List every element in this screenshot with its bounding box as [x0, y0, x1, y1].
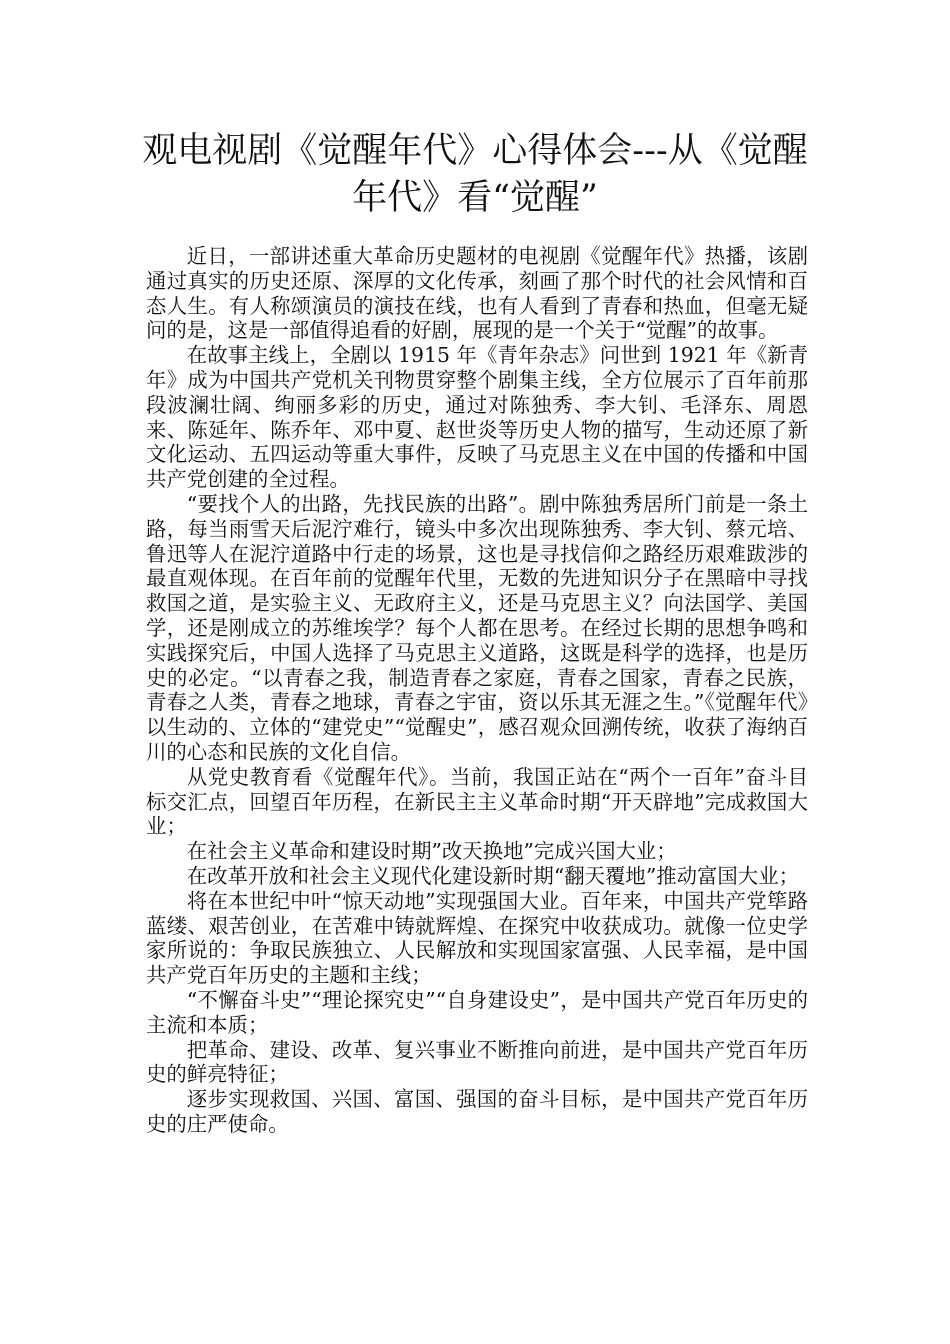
body-paragraph: 把革命、建设、改革、复兴事业不断推向前进，是中国共产党百年历史的鲜亮特征； [146, 1037, 808, 1087]
body-paragraph: “要找个人的出路，先找民族的出路”。剧中陈独秀居所门前是一条土路，每当雨雪天后泥泞难行，镜头中多次出现陈独秀、李大钊、蔡元培、鲁迅等人在泥泞道路中行走的场景，这也是寻找信仰之路经历艰难跋涉的最直观体现。在百年前的觉醒年代里，无数的先进知识分子在黑暗中寻找救国之道，是实验主义、无政府主义，还是马克思主义？向法国学、美国学，还是刚成立的苏维埃学？每个人都在思考。在经过长期的思想争鸣和实践探究后，中国人选择了马克思主义道路，这既是科学的选择，也是历史的必定。“以青春之我，制造青春之家庭，青春之国家，青春之民族，青春之人类，青春之地球，青春之宇宙，资以乐其无涯之生。”《觉醒年代》以生动的、立体的“建党史”“觉醒史”，感召观众回溯传统，收获了海纳百川的心态和民族的文化自信。 [146, 491, 808, 764]
body-paragraph: 逐步实现救国、兴国、富国、强国的奋斗目标，是中国共产党百年历史的庄严使命。 [146, 1087, 808, 1136]
document-body [146, 244, 808, 1137]
body-paragraph: 在改革开放和社会主义现代化建设新时期“翻天覆地”推动富国大业； [186, 863, 799, 888]
body-paragraph: 将在本世纪中叶“惊天动地”实现强国大业。百年来，中国共产党筚路蓝缕、艰苦创业，在苦难中铸就辉煌、在探究中收获成功。就像一位史学家所说的：争取民族独立、人民解放和实现国家富强、人民幸福，是中国共产党百年历史的主题和主线； [146, 888, 808, 988]
document-title: 观电视剧《觉醒年代》心得体会---从《觉醒年代》看“觉醒” [142, 131, 808, 218]
body-paragraph: 在社会主义革命和建设时期”改天换地”完成兴国大业； [186, 839, 677, 864]
body-paragraph: “不懈奋斗史”“理论探究史”“自身建设史”，是中国共产党百年历史的主流和本质； [146, 987, 808, 1037]
body-paragraph: 在故事主线上，全剧以 1915 年《青年杂志》问世到 1921 年《新青年》成为中国共产党机关刊物贯穿整个剧集主线，全方位展示了百年前那段波澜壮阔、绚丽多彩的历史，通过对陈独秀、李大钊、毛泽东、周恩来、陈延年、陈乔年、邓中夏、赵世炎等历史人物的描写，生动还原了新文化运动、五四运动等重大事件，反映了马克思主义在中国的传播和中国共产党创建的全过程。 [146, 343, 808, 492]
body-paragraph: 从党史教育看《觉醒年代》。当前，我国正站在“两个一百年”奋斗目标交汇点，回望百年历程，在新民主主义革命时期“开天辟地”完成救国大业； [146, 764, 808, 839]
body-paragraph: 近日，一部讲述重大革命历史题材的电视剧《觉醒年代》热播，该剧通过真实的历史还原、深厚的文化传承，刻画了那个时代的社会风情和百态人生。有人称颂演员的演技在线，也有人看到了青春和热血，但毫无疑问的是，这是一部值得追看的好剧，展现的是一个关于“觉醒”的故事。 [146, 244, 808, 343]
